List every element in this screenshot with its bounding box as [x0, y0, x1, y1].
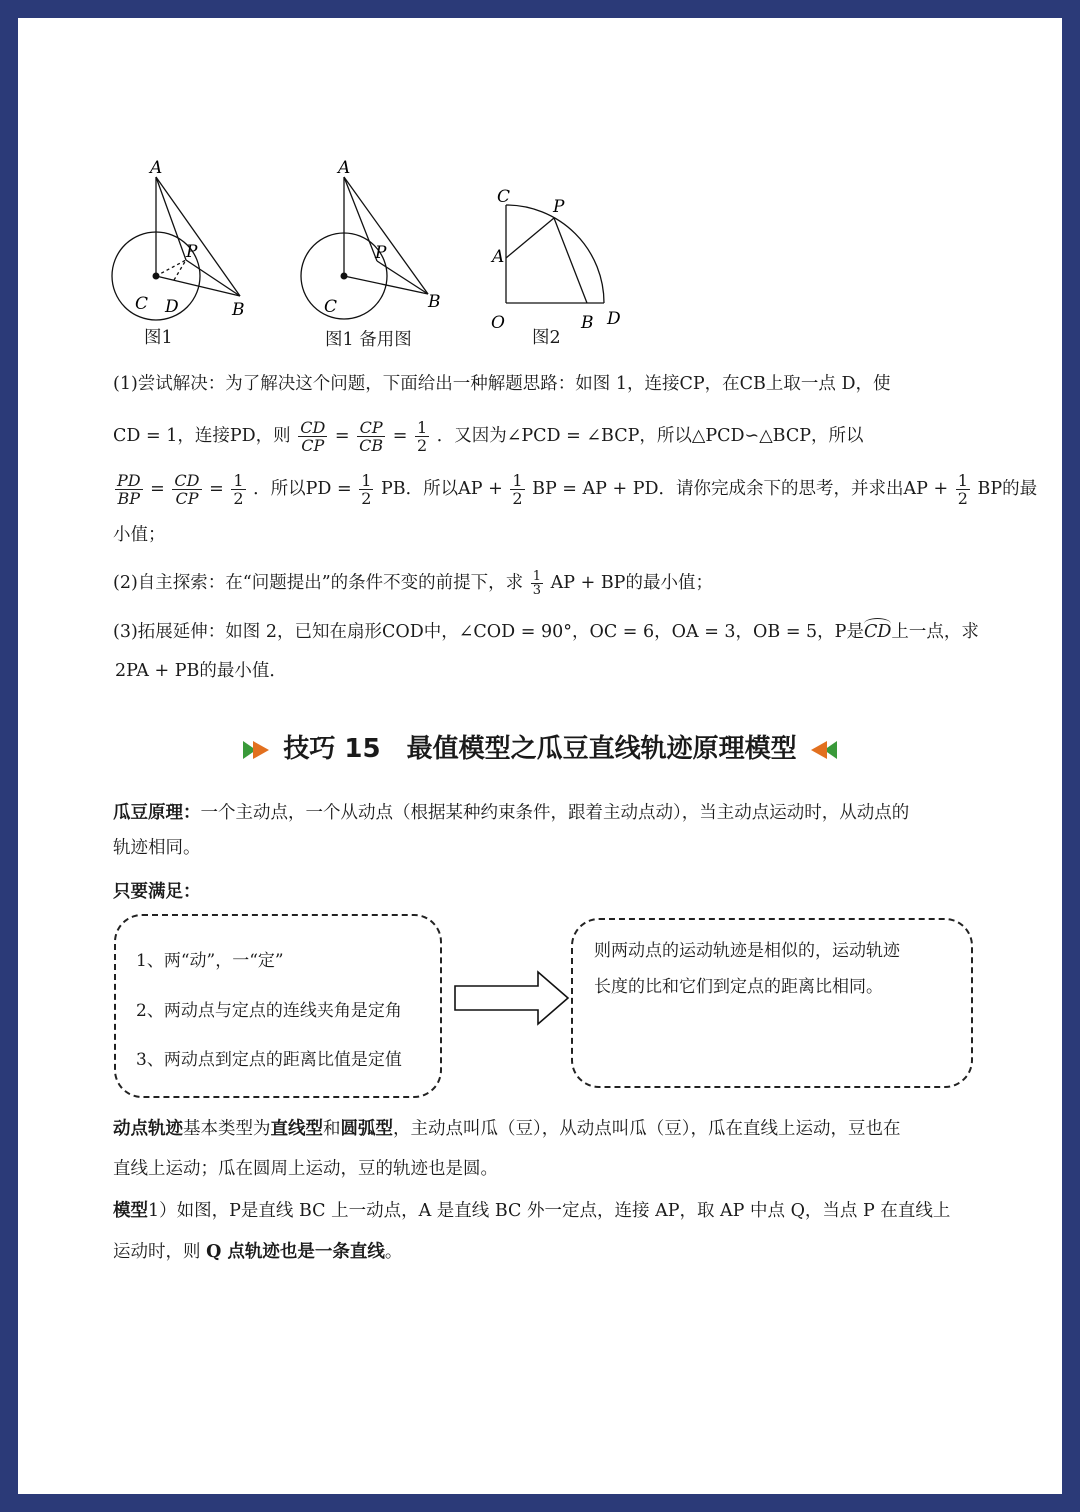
- fig1b-label-b: B: [428, 292, 441, 312]
- figure-1: [104, 153, 274, 353]
- types-line-1: 动点轨迹基本类型为直线型和圆弧型，主动点叫瓜（豆），从动点叫瓜（豆），瓜在直线上运动，豆也在: [113, 1119, 901, 1139]
- figure-2-caption: 图2: [532, 328, 561, 348]
- fraction-half-5: $\frac{1}{2}$: [957, 471, 968, 508]
- fig1-label-c: C: [135, 294, 149, 314]
- figure-1-backup-caption: 图1 备用图: [325, 330, 412, 350]
- fig2-label-p: P: [553, 197, 565, 217]
- problem-3-line-2: 2PA + PB的最小值．: [115, 661, 287, 681]
- result-line-2: 长度的比和它们到定点的距离比相同。: [594, 977, 883, 997]
- title-right-arrow-icon: [811, 741, 837, 759]
- fig1b-label-a: A: [338, 158, 351, 178]
- problem-1-line-4: 小值；: [113, 525, 166, 545]
- problem-2: (2)自主探索：在“问题提出”的条件不变的前提下，求 $\frac{1}{3}$ AP + BP的最小值；: [113, 569, 713, 598]
- condition-item: 1、两“动”，一“定”: [136, 951, 284, 971]
- fraction-half-3: $\frac{1}{2}$: [361, 471, 372, 508]
- fig1-label-b: B: [232, 300, 245, 320]
- fig1-label-d: D: [165, 297, 179, 317]
- conditions-label: 只要满足：: [113, 882, 201, 902]
- figure-2: [484, 178, 644, 328]
- types-line-2: 直线上运动；瓜在圆周上运动，豆的轨迹也是圆。: [113, 1159, 498, 1179]
- figure-1-caption: 图1: [144, 328, 173, 348]
- arc-cd: CD: [864, 618, 891, 644]
- fraction-cp-cb: $\frac{CP}{CB}$: [359, 418, 384, 455]
- fig1b-label-c: C: [324, 297, 338, 317]
- fraction-half-4: $\frac{1}{2}$: [512, 471, 523, 508]
- fig2-label-a: A: [492, 247, 505, 267]
- condition-item: 3、两动点到定点的距离比值是定值: [136, 1050, 402, 1070]
- title-left-arrow-icon: [243, 741, 269, 759]
- fraction-half: $\frac{1}{2}$: [416, 418, 428, 455]
- fig2-label-o: O: [491, 313, 505, 328]
- right-arrow-icon: [454, 970, 570, 1026]
- model-line-1: 模型1）如图，P是直线 BC 上一动点，A 是直线 BC 外一定点，连接 AP，取 AP 中点 Q，当点 P 在直线上: [113, 1201, 951, 1221]
- document-page: [18, 18, 1062, 1494]
- fig1b-label-p: P: [375, 243, 387, 263]
- principle-line-1: 瓜豆原理：一个主动点，一个从动点（根据某种约束条件，跟着主动点动），当主动点运动时，从动点的: [113, 803, 910, 823]
- problem-1-line-2: CD = 1，连接PD，则 $\frac{CD}{CP}$ = $\frac{CP}{CB}$ = $\frac{1}{2}$ ．又因为∠PCD = ∠BCP，所以△PCD∽△BCP，所以: [113, 418, 864, 455]
- condition-item: 2、两动点与定点的连线夹角是定角: [136, 1001, 402, 1021]
- fig1-label-p: P: [186, 242, 198, 262]
- fraction-half-2: $\frac{1}{2}$: [233, 471, 244, 508]
- fig2-label-b: B: [581, 313, 594, 328]
- fraction-third: $\frac{1}{3}$: [532, 569, 542, 598]
- conditions-box: [114, 914, 442, 1098]
- result-line-1: 则两动点的运动轨迹是相似的，运动轨迹: [594, 941, 900, 961]
- fraction-cd-cp-2: $\frac{CD}{CP}$: [174, 471, 200, 508]
- problem-1-line-1: (1)尝试解决：为了解决这个问题，下面给出一种解题思路：如图 1，连接CP，在CB上取一点 D，使: [113, 374, 891, 394]
- fig2-label-d: D: [607, 309, 621, 328]
- result-box: [571, 918, 973, 1088]
- section-title: 技巧 15 最值模型之瓜豆直线轨迹原理模型: [18, 728, 1062, 765]
- fraction-cd-cp: $\frac{CD}{CP}$: [300, 418, 326, 455]
- principle-line-2: 轨迹相同。: [113, 838, 201, 858]
- fig2-label-c: C: [497, 187, 511, 207]
- fraction-pd-bp: $\frac{PD}{BP}$: [117, 471, 141, 508]
- fig1-label-a: A: [150, 158, 163, 178]
- problem-1-line-3: $\frac{PD}{BP}$ = $\frac{CD}{CP}$ = $\frac{1}{2}$ ．所以PD = $\frac{1}{2}$ PB．所以AP + $\frac{1}{2}$ BP = AP + PD．请你完成余下的思考，并求出AP + $\frac{1}{2}$ BP的最: [117, 471, 1038, 508]
- model-line-2: 运动时，则 Q 点轨迹也是一条直线。: [113, 1242, 403, 1262]
- figure-1-backup: [294, 153, 464, 353]
- problem-3-line-1: (3)拓展延伸：如图 2，已知在扇形COD中，∠COD = 90°，OC = 6，OA = 3，OB = 5，P是CD上一点，求: [113, 618, 979, 644]
